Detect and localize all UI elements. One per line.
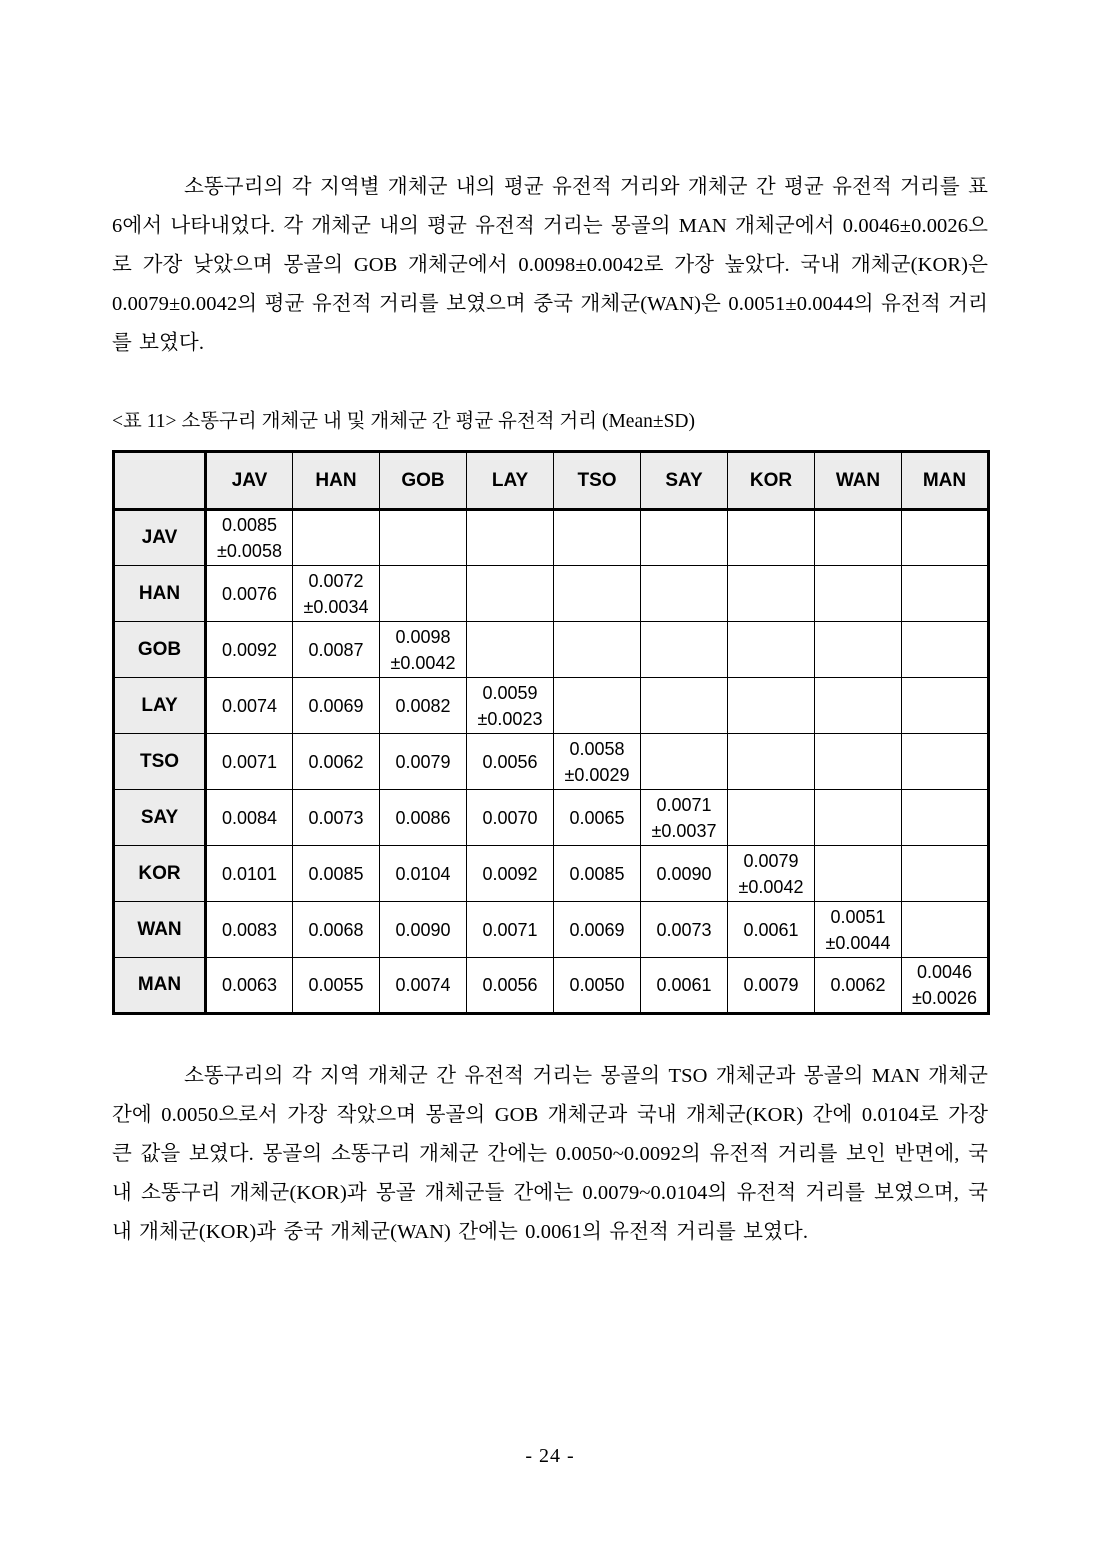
table-cell bbox=[293, 790, 380, 846]
table-cell-empty bbox=[641, 678, 728, 734]
table-cell bbox=[554, 734, 641, 790]
table-cell bbox=[206, 566, 293, 622]
table-cell-empty bbox=[902, 678, 989, 734]
cell-value-stack bbox=[293, 861, 379, 887]
table-cell-empty bbox=[902, 622, 989, 678]
cell-mean-value: 0.0076 bbox=[221, 583, 278, 604]
cell-mean-value: 0.0074 bbox=[395, 975, 451, 995]
table-cell bbox=[206, 678, 293, 734]
table-cell bbox=[467, 790, 554, 846]
cell-value-stack bbox=[554, 736, 640, 788]
table-cell-empty bbox=[554, 678, 641, 734]
table-cell bbox=[467, 678, 554, 734]
table-cell-empty bbox=[641, 734, 728, 790]
cell-mean-value: 0.0082 bbox=[395, 695, 451, 716]
table-cell-empty bbox=[728, 734, 815, 790]
cell-value-stack bbox=[554, 805, 640, 831]
cell-mean-value: 0.0092 bbox=[221, 639, 278, 660]
table-row bbox=[114, 678, 989, 734]
post-table-spacer bbox=[112, 1015, 988, 1057]
table-cell bbox=[467, 846, 554, 902]
table-cell-empty bbox=[467, 510, 554, 566]
table-row bbox=[114, 790, 989, 846]
table-cell bbox=[206, 846, 293, 902]
table-cell-empty bbox=[902, 510, 989, 566]
cell-mean-value: 0.0085 bbox=[308, 863, 364, 884]
row-header-wan: WAN bbox=[114, 902, 206, 958]
table-cell-empty bbox=[554, 510, 641, 566]
cell-sd-value: ±0.0026 bbox=[912, 988, 977, 1008]
table-cell bbox=[554, 958, 641, 1014]
column-header-kor: KOR bbox=[728, 452, 815, 510]
table-cell bbox=[380, 846, 467, 902]
cell-value-stack bbox=[380, 693, 466, 719]
cell-value-stack bbox=[380, 972, 466, 998]
cell-value-stack bbox=[902, 959, 987, 1011]
page-number: - 24 - bbox=[525, 1445, 575, 1467]
cell-mean-value: 0.0069 bbox=[569, 919, 625, 940]
table-cell-empty bbox=[815, 566, 902, 622]
column-header-lay: LAY bbox=[467, 452, 554, 510]
table-cell bbox=[554, 846, 641, 902]
cell-mean-value: 0.0092 bbox=[482, 863, 538, 884]
cell-mean-value: 0.0069 bbox=[308, 695, 364, 716]
table-cell bbox=[380, 902, 467, 958]
cell-mean-value: 0.0055 bbox=[308, 975, 364, 995]
table-row bbox=[114, 902, 989, 958]
cell-value-stack bbox=[380, 917, 466, 943]
cell-mean-value: 0.0071 bbox=[221, 751, 278, 772]
cell-value-stack bbox=[293, 972, 379, 998]
cell-value-stack bbox=[380, 805, 466, 831]
cell-mean-value: 0.0079 bbox=[743, 850, 799, 871]
cell-value-stack bbox=[467, 805, 553, 831]
table-cell bbox=[206, 958, 293, 1014]
table-cell bbox=[641, 846, 728, 902]
table-cell bbox=[293, 622, 380, 678]
table-cell-empty bbox=[728, 790, 815, 846]
cell-value-stack bbox=[380, 861, 466, 887]
cell-value-stack bbox=[728, 848, 814, 900]
table-cell-empty bbox=[380, 566, 467, 622]
table-header-row bbox=[114, 452, 989, 510]
cell-mean-value: 0.0104 bbox=[395, 863, 451, 884]
table-cell bbox=[380, 622, 467, 678]
cell-mean-value: 0.0061 bbox=[656, 975, 712, 995]
cell-value-stack bbox=[641, 917, 727, 943]
table-cell-empty bbox=[815, 622, 902, 678]
table-cell-empty bbox=[728, 622, 815, 678]
table-row bbox=[114, 566, 989, 622]
cell-value-stack bbox=[641, 792, 727, 844]
cell-sd-value: ±0.0034 bbox=[303, 596, 369, 617]
cell-mean-value: 0.0071 bbox=[656, 794, 712, 815]
table-cell-empty bbox=[641, 622, 728, 678]
cell-mean-value: 0.0073 bbox=[308, 807, 364, 828]
table-row bbox=[114, 958, 989, 1014]
cell-mean-value: 0.0063 bbox=[221, 975, 278, 995]
table-cell bbox=[641, 958, 728, 1014]
cell-value-stack bbox=[554, 972, 640, 998]
cell-sd-value: ±0.0029 bbox=[564, 764, 630, 785]
page-content bbox=[112, 168, 988, 1252]
cell-value-stack bbox=[815, 904, 901, 956]
cell-sd-value: ±0.0023 bbox=[477, 708, 543, 729]
table-cell bbox=[815, 902, 902, 958]
column-header-han: HAN bbox=[293, 452, 380, 510]
table-cell-empty bbox=[641, 510, 728, 566]
table-cell-empty bbox=[902, 846, 989, 902]
table-cell bbox=[380, 790, 467, 846]
cell-mean-value: 0.0050 bbox=[569, 975, 625, 995]
table-cell bbox=[728, 958, 815, 1014]
cell-mean-value: 0.0068 bbox=[308, 919, 364, 940]
table-row bbox=[114, 846, 989, 902]
table-cell-empty bbox=[902, 566, 989, 622]
table-cell-empty bbox=[902, 790, 989, 846]
table-row bbox=[114, 622, 989, 678]
cell-mean-value: 0.0073 bbox=[656, 919, 712, 940]
column-header-man: MAN bbox=[902, 452, 989, 510]
cell-mean-value: 0.0065 bbox=[569, 807, 625, 828]
cell-value-stack bbox=[293, 568, 379, 620]
column-header-wan: WAN bbox=[815, 452, 902, 510]
row-header-gob: GOB bbox=[114, 622, 206, 678]
cell-mean-value: 0.0058 bbox=[569, 738, 625, 759]
cell-mean-value: 0.0098 bbox=[395, 626, 451, 647]
cell-value-stack bbox=[641, 972, 727, 998]
cell-sd-value: ±0.0044 bbox=[825, 932, 891, 953]
cell-mean-value: 0.0090 bbox=[395, 919, 451, 940]
row-header-han: HAN bbox=[114, 566, 206, 622]
row-header-say: SAY bbox=[114, 790, 206, 846]
table-cell-empty bbox=[815, 734, 902, 790]
cell-sd-value: ±0.0042 bbox=[390, 652, 456, 673]
cell-value-stack bbox=[728, 917, 814, 943]
table-cell-empty bbox=[554, 622, 641, 678]
cell-mean-value: 0.0083 bbox=[221, 919, 278, 940]
table-cell bbox=[902, 958, 989, 1014]
table-cell bbox=[293, 958, 380, 1014]
table-row bbox=[114, 510, 989, 566]
column-header-gob: GOB bbox=[380, 452, 467, 510]
table-cell bbox=[206, 510, 293, 566]
table-cell bbox=[293, 678, 380, 734]
cell-value-stack bbox=[467, 861, 553, 887]
cell-value-stack bbox=[641, 861, 727, 887]
cell-value-stack bbox=[293, 805, 379, 831]
cell-mean-value: 0.0071 bbox=[482, 919, 538, 940]
cell-value-stack bbox=[207, 581, 292, 607]
table-cell-empty bbox=[902, 734, 989, 790]
cell-value-stack bbox=[728, 972, 814, 998]
table-cell bbox=[380, 958, 467, 1014]
row-header-kor: KOR bbox=[114, 846, 206, 902]
row-header-man: MAN bbox=[114, 958, 206, 1014]
table-cell bbox=[641, 790, 728, 846]
caption-spacer bbox=[112, 363, 988, 407]
cell-mean-value: 0.0085 bbox=[569, 863, 625, 884]
table-cell bbox=[728, 846, 815, 902]
table-corner-cell bbox=[114, 452, 206, 510]
table-cell bbox=[467, 958, 554, 1014]
table-cell-empty bbox=[815, 510, 902, 566]
cell-value-stack bbox=[293, 637, 379, 663]
conclusion-paragraph: 소똥구리의 각 지역 개체군 간 유전적 거리는 몽골의 TSO 개체군과 몽골의 MAN 개체군 간에 0.0050으로서 가장 작았으며 몽골의 GOB 개체군과 국내 개체군(KOR) 간에 0.0104로 가장 큰 값을 보였다. 몽골의 소똥구리 개체군 간에는 0.0050~0.0092의 유전적 거리를 보인 반면에, 국내 소똥구리 개체군(KOR)과 몽골 개체군들 간에는 0.0079~0.0104의 유전적 거리를 보였으며, 국내 개체군(KOR)과 중국 개체군(WAN) 간에는 0.0061의 유전적 거리를 보였다. bbox=[112, 1065, 988, 1243]
cell-mean-value: 0.0061 bbox=[743, 919, 799, 940]
cell-mean-value: 0.0084 bbox=[221, 807, 278, 828]
intro-paragraph: 소똥구리의 각 지역별 개체군 내의 평균 유전적 거리와 개체군 간 평균 유전적 거리를 표 6에서 나타내었다. 각 개체군 내의 평균 유전적 거리는 몽골의 MAN 개체군에서 0.0046±0.0026으로 가장 낮았으며 몽골의 GOB 개체군에서 0.0098±0.0042로 가장 높았다. 국내 개체군(KOR)은 0.0079±0.0042의 평균 유전적 거리를 보였으며 중국 개체군(WAN)은 0.0051±0.0044의 유전적 거리를 보였다. bbox=[112, 176, 988, 354]
cell-mean-value: 0.0062 bbox=[830, 975, 886, 995]
table-cell-empty bbox=[467, 566, 554, 622]
cell-sd-value: ±0.0037 bbox=[651, 820, 717, 841]
table-cell bbox=[380, 678, 467, 734]
cell-value-stack bbox=[380, 749, 466, 775]
cell-value-stack bbox=[207, 693, 292, 719]
cell-mean-value: 0.0046 bbox=[916, 962, 973, 982]
table-cell-empty bbox=[728, 510, 815, 566]
table-cell-empty bbox=[815, 790, 902, 846]
cell-mean-value: 0.0086 bbox=[395, 807, 451, 828]
table-cell bbox=[293, 846, 380, 902]
table-cell bbox=[728, 902, 815, 958]
table-cell-empty bbox=[728, 678, 815, 734]
cell-mean-value: 0.0079 bbox=[395, 751, 451, 772]
table-cell bbox=[293, 566, 380, 622]
table-cell bbox=[467, 902, 554, 958]
table-cell bbox=[206, 622, 293, 678]
table-cell bbox=[554, 790, 641, 846]
table-cell bbox=[467, 734, 554, 790]
table-header bbox=[114, 452, 989, 510]
cell-value-stack bbox=[380, 624, 466, 676]
table-cell-empty bbox=[902, 902, 989, 958]
table-cell bbox=[206, 902, 293, 958]
cell-value-stack bbox=[467, 917, 553, 943]
table-cell bbox=[206, 790, 293, 846]
cell-mean-value: 0.0072 bbox=[308, 570, 364, 591]
cell-value-stack bbox=[467, 749, 553, 775]
cell-value-stack bbox=[207, 917, 292, 943]
cell-mean-value: 0.0056 bbox=[482, 975, 538, 995]
table-cell bbox=[380, 734, 467, 790]
cell-value-stack bbox=[293, 693, 379, 719]
column-header-say: SAY bbox=[641, 452, 728, 510]
table-cell-empty bbox=[293, 510, 380, 566]
cell-value-stack bbox=[467, 972, 553, 998]
table-cell-empty bbox=[554, 566, 641, 622]
cell-mean-value: 0.0079 bbox=[743, 975, 799, 995]
cell-mean-value: 0.0101 bbox=[221, 863, 278, 884]
column-header-jav: JAV bbox=[206, 452, 293, 510]
cell-sd-value: ±0.0042 bbox=[738, 876, 804, 897]
table-cell bbox=[206, 734, 293, 790]
cell-value-stack bbox=[554, 917, 640, 943]
genetic-distance-table bbox=[112, 450, 990, 1015]
cell-mean-value: 0.0090 bbox=[656, 863, 712, 884]
table-body bbox=[114, 510, 989, 1014]
cell-mean-value: 0.0087 bbox=[308, 639, 364, 660]
table-row bbox=[114, 734, 989, 790]
cell-value-stack bbox=[293, 749, 379, 775]
cell-value-stack bbox=[207, 637, 292, 663]
row-header-lay: LAY bbox=[114, 678, 206, 734]
cell-value-stack bbox=[207, 805, 292, 831]
cell-value-stack bbox=[467, 680, 553, 732]
table-cell bbox=[293, 902, 380, 958]
table-cell-empty bbox=[728, 566, 815, 622]
cell-mean-value: 0.0062 bbox=[308, 751, 364, 772]
row-header-jav: JAV bbox=[114, 510, 206, 566]
table-cell bbox=[641, 902, 728, 958]
table-cell-empty bbox=[815, 846, 902, 902]
cell-value-stack bbox=[207, 512, 292, 564]
cell-mean-value: 0.0056 bbox=[482, 751, 538, 772]
cell-value-stack bbox=[207, 861, 292, 887]
table-cell-empty bbox=[641, 566, 728, 622]
cell-mean-value: 0.0070 bbox=[482, 807, 538, 828]
cell-mean-value: 0.0085 bbox=[221, 515, 278, 535]
table-cell-empty bbox=[467, 622, 554, 678]
table-cell bbox=[554, 902, 641, 958]
cell-mean-value: 0.0074 bbox=[221, 695, 278, 716]
cell-value-stack bbox=[293, 917, 379, 943]
cell-mean-value: 0.0051 bbox=[830, 906, 886, 927]
table-caption: <표 11> 소똥구리 개체군 내 및 개체군 간 평균 유전적 거리 (Mean±SD) bbox=[112, 411, 695, 432]
table-cell bbox=[815, 958, 902, 1014]
cell-value-stack bbox=[815, 972, 901, 998]
table-wrapper bbox=[112, 450, 988, 1015]
cell-value-stack bbox=[207, 749, 292, 775]
cell-mean-value: 0.0059 bbox=[482, 682, 538, 703]
table-cell-empty bbox=[380, 510, 467, 566]
cell-value-stack bbox=[207, 972, 292, 998]
cell-sd-value: ±0.0058 bbox=[217, 541, 282, 561]
row-header-tso: TSO bbox=[114, 734, 206, 790]
column-header-tso: TSO bbox=[554, 452, 641, 510]
table-cell-empty bbox=[815, 678, 902, 734]
cell-value-stack bbox=[554, 861, 640, 887]
table-cell bbox=[293, 734, 380, 790]
